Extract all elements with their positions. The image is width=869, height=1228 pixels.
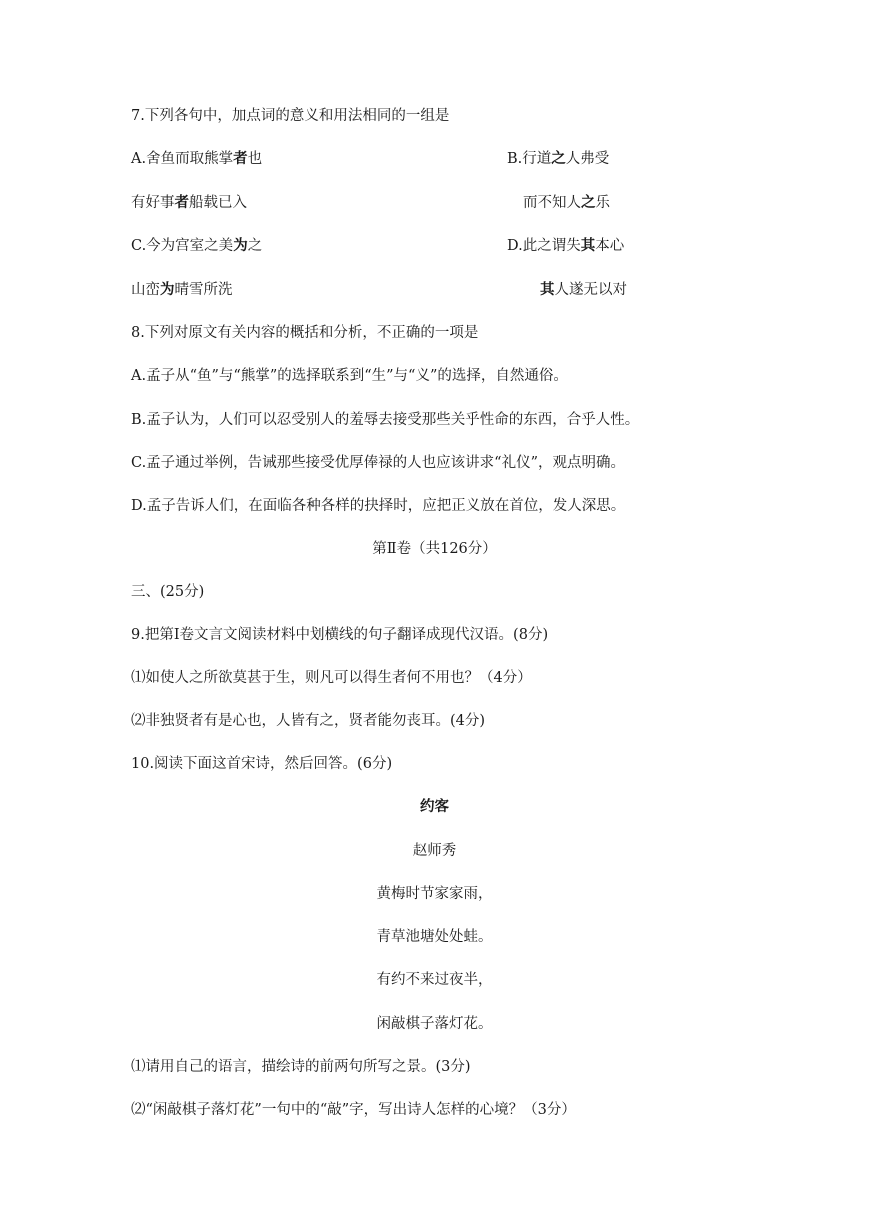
marked-word: 其 <box>580 237 596 254</box>
q7-option-a <box>131 149 262 169</box>
q7-option-a-line2 <box>131 193 247 213</box>
option-text-rest: 乐 <box>595 195 610 211</box>
poem-author: 赵师秀 <box>412 843 457 859</box>
option-text: 有好事 <box>131 195 175 211</box>
q8-option-a: A.孟子从“鱼”与“熊掌”的选择联系到“生”与“义”的选择，自然通俗。 <box>131 368 568 384</box>
q8-option-b: B.孟子认为，人们可以忍受别人的羞辱去接受那些关乎性命的东西，合乎人性。 <box>131 412 640 428</box>
q7-option-b <box>507 149 609 169</box>
q7-option-c <box>131 236 262 256</box>
poem-title: 约客 <box>420 798 449 815</box>
marked-word: 者 <box>233 150 248 167</box>
q9-stem: 9.把第Ⅰ卷文言文阅读材料中划横线的句子翻译成现代汉语。(8分) <box>131 627 549 643</box>
marked-word: 之 <box>581 194 596 211</box>
poem-line: 有约不来过夜半， <box>376 972 493 988</box>
marked-word: 为 <box>233 237 248 254</box>
marked-word: 之 <box>551 150 566 167</box>
option-text-rest: 晴雪所洗 <box>174 282 233 298</box>
marked-word: 为 <box>160 281 175 298</box>
poem-line: 闲敲棋子落灯花。 <box>376 1016 493 1032</box>
section3-heading: 三、(25分) <box>131 584 205 600</box>
marked-word: 其 <box>540 281 555 298</box>
q9-sub1: ⑴如使人之所欲莫甚于生，则凡可以得生者何不用也？（4分） <box>131 670 532 686</box>
option-text: 而不知人 <box>523 195 581 211</box>
q8-option-d: D.孟子告诉人们，在面临各种各样的抉择时，应把正义放在首位，发人深思。 <box>131 498 626 514</box>
option-text-rest: 人遂无以对 <box>554 282 627 298</box>
q8-stem: 8.下列对原文有关内容的概括和分析，不正确的一项是 <box>131 325 479 341</box>
option-text-rest: 人弗受 <box>565 151 610 167</box>
option-text: 山峦 <box>131 282 160 298</box>
option-text-rest: 也 <box>247 151 263 167</box>
q7-option-d-line2 <box>540 280 627 300</box>
q10-sub2: ⑵“闲敲棋子落灯花”一句中的“敲”字，写出诗人怎样的心境？（3分） <box>131 1102 576 1118</box>
q7-option-c-line2 <box>131 280 233 300</box>
poem-line: 青草池塘处处蛙。 <box>376 929 493 945</box>
part2-heading: 第Ⅱ卷（共126分） <box>372 541 497 557</box>
q10-stem: 10.阅读下面这首宋诗，然后回答。(6分) <box>131 756 393 772</box>
q7-stem: 7.下列各句中，加点词的意义和用法相同的一组是 <box>131 108 450 124</box>
option-text: B.行道 <box>507 151 552 167</box>
option-text: A.舍鱼而取熊掌 <box>131 151 234 167</box>
marked-word: 者 <box>174 194 189 211</box>
option-text-rest: 本心 <box>595 238 625 254</box>
poem-line: 黄梅时节家家雨， <box>376 886 493 902</box>
q9-sub2: ⑵非独贤者有是心也，人皆有之，贤者能勿丧耳。(4分) <box>131 713 486 729</box>
option-text: D.此之谓失 <box>507 238 581 254</box>
q8-option-c: C.孟子通过举例，告诫那些接受优厚俸禄的人也应该讲求“礼仪”，观点明确。 <box>131 455 626 471</box>
q10-sub1: ⑴请用自己的语言，描绘诗的前两句所写之景。(3分) <box>131 1059 471 1075</box>
option-text-rest: 之 <box>247 238 263 254</box>
q7-option-d <box>507 236 624 256</box>
option-text: C.今为宫室之美 <box>131 238 234 254</box>
q7-option-b-line2 <box>523 193 610 213</box>
option-text-rest: 船载已入 <box>189 195 247 211</box>
